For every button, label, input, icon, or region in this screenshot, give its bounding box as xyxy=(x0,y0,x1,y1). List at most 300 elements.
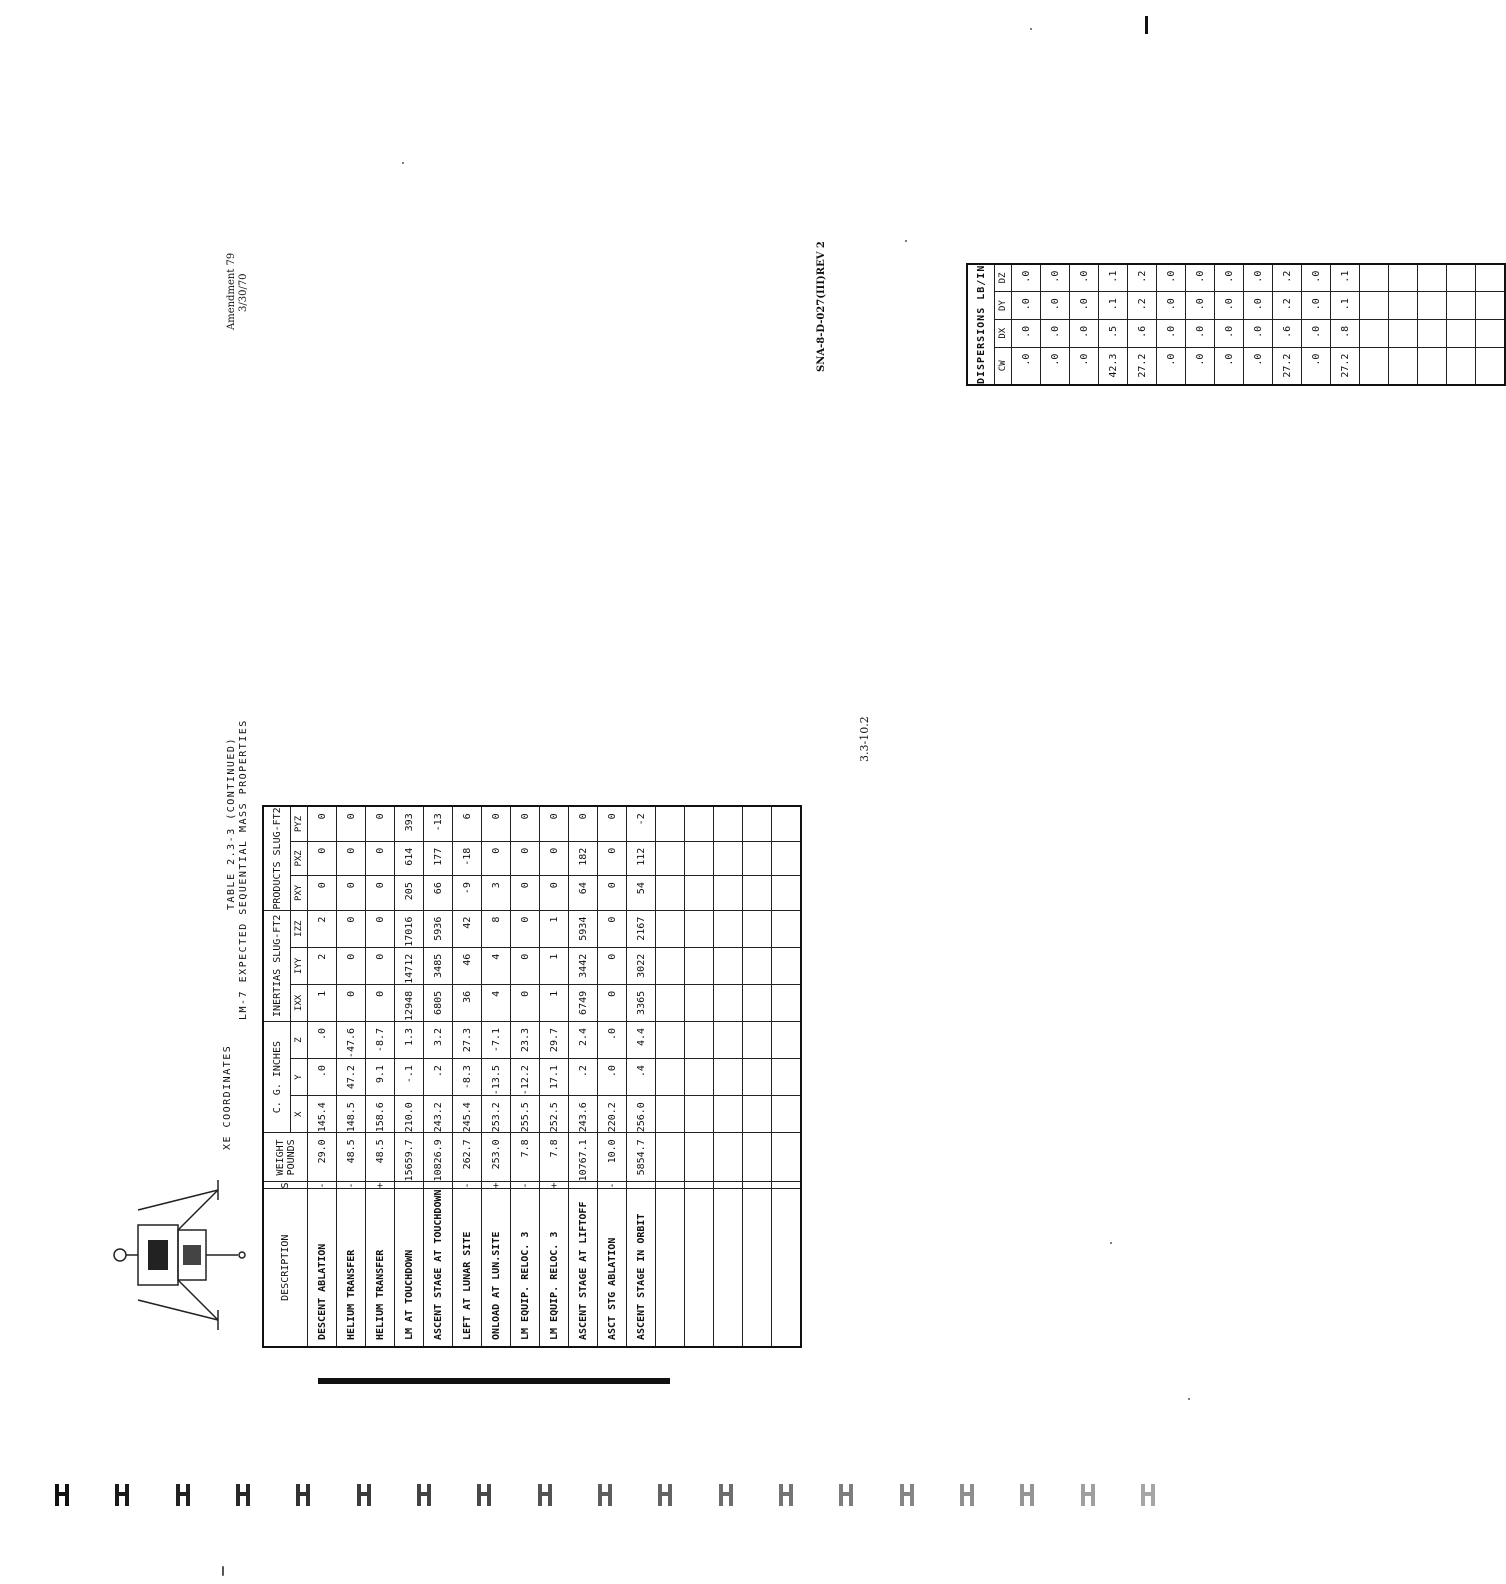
row-iyy: 3485 xyxy=(424,947,453,984)
row-pxy: 3 xyxy=(482,876,511,910)
row-z: .0 xyxy=(598,1021,627,1058)
empty-row xyxy=(1360,264,1389,385)
row-ixx: 0 xyxy=(366,984,395,1021)
empty-cell xyxy=(714,1021,743,1058)
row-pyz: 0 xyxy=(511,806,540,841)
row-sign: - xyxy=(337,1182,366,1189)
row-pxy: 0 xyxy=(540,876,569,910)
empty-cell xyxy=(772,1059,802,1096)
empty-cell xyxy=(772,876,802,910)
table-row xyxy=(395,806,424,1347)
empty-cell xyxy=(743,1189,772,1347)
empty-cell xyxy=(656,1021,685,1058)
empty-cell xyxy=(656,1133,685,1182)
row-dx: .0 xyxy=(1215,319,1244,347)
row-z: 23.3 xyxy=(511,1021,540,1058)
row-pxz: 0 xyxy=(511,841,540,875)
row-iyy: 0 xyxy=(598,947,627,984)
row-x: 210.0 xyxy=(395,1096,424,1133)
table-row xyxy=(1273,264,1302,385)
row-dx: .5 xyxy=(1099,319,1128,347)
empty-cell xyxy=(772,910,802,947)
row-cw: 27.2 xyxy=(1128,347,1157,385)
empty-cell xyxy=(714,947,743,984)
row-dy: .0 xyxy=(1070,292,1099,320)
table-row xyxy=(424,806,453,1347)
row-dz: .0 xyxy=(1070,264,1099,292)
row-dx: .0 xyxy=(1157,319,1186,347)
empty-cell xyxy=(772,947,802,984)
subheader-izz: IZZ xyxy=(291,910,308,947)
speck xyxy=(905,240,907,242)
table-row xyxy=(627,806,656,1347)
empty-cell xyxy=(743,1059,772,1096)
row-sign xyxy=(569,1182,598,1189)
row-x: 255.5 xyxy=(511,1096,540,1133)
row-x: 243.6 xyxy=(569,1096,598,1133)
row-description: DESCENT ABLATION xyxy=(308,1189,337,1347)
row-cw: .0 xyxy=(1186,347,1215,385)
row-pyz: -13 xyxy=(424,806,453,841)
row-weight: 262.7 xyxy=(453,1133,482,1182)
row-pxz: -18 xyxy=(453,841,482,875)
row-pyz: 0 xyxy=(540,806,569,841)
header-description: DESCRIPTION xyxy=(263,1189,308,1347)
row-pxz: 0 xyxy=(482,841,511,875)
row-dx: .0 xyxy=(1186,319,1215,347)
empty-cell xyxy=(743,1182,772,1189)
empty-cell xyxy=(743,984,772,1021)
row-dz: .0 xyxy=(1012,264,1041,292)
empty-cell xyxy=(685,947,714,984)
row-dy: .2 xyxy=(1128,292,1157,320)
film-mark xyxy=(719,1484,733,1506)
row-izz: 0 xyxy=(598,910,627,947)
mass-properties-table xyxy=(262,805,802,1348)
speck xyxy=(222,1566,224,1576)
subheader-pyz: PYZ xyxy=(291,806,308,841)
row-weight: 10.0 xyxy=(598,1133,627,1182)
empty-cell xyxy=(685,806,714,841)
row-pxy: -9 xyxy=(453,876,482,910)
row-dx: .0 xyxy=(1244,319,1273,347)
empty-cell xyxy=(656,1096,685,1133)
row-cw: .0 xyxy=(1302,347,1331,385)
row-pyz: 0 xyxy=(337,806,366,841)
table-row xyxy=(1157,264,1186,385)
row-pxy: 0 xyxy=(337,876,366,910)
row-description: ASCENT STAGE AT LIFTOFF xyxy=(569,1189,598,1347)
row-dx: .0 xyxy=(1012,319,1041,347)
row-ixx: 3365 xyxy=(627,984,656,1021)
table-row xyxy=(337,806,366,1347)
row-weight: 29.0 xyxy=(308,1133,337,1182)
row-pxy: 0 xyxy=(308,876,337,910)
empty-cell xyxy=(1476,292,1506,320)
subheader-ixx: IXX xyxy=(291,984,308,1021)
row-weight: 7.8 xyxy=(540,1133,569,1182)
row-izz: 0 xyxy=(366,910,395,947)
row-dz: .0 xyxy=(1302,264,1331,292)
empty-cell xyxy=(772,806,802,841)
row-dx: .0 xyxy=(1041,319,1070,347)
empty-cell xyxy=(1418,264,1447,292)
empty-cell xyxy=(1447,347,1476,385)
empty-cell xyxy=(714,1096,743,1133)
row-dx: .0 xyxy=(1302,319,1331,347)
table-row xyxy=(1186,264,1215,385)
film-mark xyxy=(658,1484,672,1506)
row-dx: .0 xyxy=(1070,319,1099,347)
row-weight: 48.5 xyxy=(337,1133,366,1182)
header-dispersions: DISPERSIONS LB/IN xyxy=(967,264,995,385)
row-z: -47.6 xyxy=(337,1021,366,1058)
row-description: ASCENT STAGE AT TOUCHDOWN xyxy=(424,1189,453,1347)
empty-row xyxy=(1418,264,1447,385)
row-ixx: 36 xyxy=(453,984,482,1021)
table-row xyxy=(308,806,337,1347)
film-mark xyxy=(236,1484,250,1506)
row-dy: .2 xyxy=(1273,292,1302,320)
row-dz: .2 xyxy=(1128,264,1157,292)
row-x: 158.6 xyxy=(366,1096,395,1133)
row-dz: .0 xyxy=(1041,264,1070,292)
row-sign: - xyxy=(308,1182,337,1189)
film-mark xyxy=(296,1484,310,1506)
empty-cell xyxy=(656,1059,685,1096)
empty-cell xyxy=(772,841,802,875)
row-pxy: 205 xyxy=(395,876,424,910)
table-row xyxy=(1215,264,1244,385)
row-x: 245.4 xyxy=(453,1096,482,1133)
row-dy: .0 xyxy=(1157,292,1186,320)
row-y: 47.2 xyxy=(337,1059,366,1096)
empty-cell xyxy=(685,841,714,875)
empty-cell xyxy=(1360,292,1389,320)
row-iyy: 2 xyxy=(308,947,337,984)
empty-cell xyxy=(743,910,772,947)
film-mark xyxy=(1020,1484,1034,1506)
speck xyxy=(1110,1242,1112,1244)
row-description: LEFT AT LUNAR SITE xyxy=(453,1189,482,1347)
row-pxy: 66 xyxy=(424,876,453,910)
table-row xyxy=(540,806,569,1347)
row-iyy: 0 xyxy=(337,947,366,984)
film-mark xyxy=(115,1484,129,1506)
row-iyy: 3022 xyxy=(627,947,656,984)
subheader-x: X xyxy=(291,1096,308,1133)
row-description: ASCENT STAGE IN ORBIT xyxy=(627,1189,656,1347)
row-z: 2.4 xyxy=(569,1021,598,1058)
empty-cell xyxy=(685,1189,714,1347)
row-izz: 0 xyxy=(511,910,540,947)
row-pxy: 0 xyxy=(598,876,627,910)
speck xyxy=(1188,1398,1190,1400)
row-iyy: 3442 xyxy=(569,947,598,984)
row-pxz: 614 xyxy=(395,841,424,875)
row-ixx: 1 xyxy=(540,984,569,1021)
empty-cell xyxy=(1418,319,1447,347)
empty-row xyxy=(714,806,743,1347)
table-title: TABLE 2.3-3 (CONTINUED) xyxy=(226,737,237,910)
empty-cell xyxy=(714,1182,743,1189)
row-dz: .0 xyxy=(1157,264,1186,292)
row-dx: .8 xyxy=(1331,319,1360,347)
row-pxz: 112 xyxy=(627,841,656,875)
row-sign xyxy=(627,1182,656,1189)
row-izz: 8 xyxy=(482,910,511,947)
subheader-iyy: IYY xyxy=(291,947,308,984)
row-ixx: 6805 xyxy=(424,984,453,1021)
empty-cell xyxy=(656,984,685,1021)
empty-cell xyxy=(743,1021,772,1058)
empty-cell xyxy=(714,910,743,947)
document-id: SNA-8-D-027(III)REV 2 xyxy=(816,241,827,372)
lunar-module-drawing xyxy=(108,1170,248,1340)
subheader-pxy: PXY xyxy=(291,876,308,910)
empty-cell xyxy=(1476,264,1506,292)
table-row xyxy=(1302,264,1331,385)
header-cg: C. G. INCHES xyxy=(263,1021,291,1132)
subheader-pxz: PXZ xyxy=(291,841,308,875)
empty-cell xyxy=(772,1021,802,1058)
row-pxy: 0 xyxy=(366,876,395,910)
row-dz: .1 xyxy=(1331,264,1360,292)
row-dy: .0 xyxy=(1186,292,1215,320)
empty-cell xyxy=(1447,264,1476,292)
row-pxz: 0 xyxy=(308,841,337,875)
row-y: -12.2 xyxy=(511,1059,540,1096)
film-mark xyxy=(1081,1484,1095,1506)
row-dy: .0 xyxy=(1041,292,1070,320)
empty-cell xyxy=(1447,292,1476,320)
row-cw: .0 xyxy=(1157,347,1186,385)
row-iyy: 14712 xyxy=(395,947,424,984)
row-pyz: 0 xyxy=(482,806,511,841)
empty-cell xyxy=(685,984,714,1021)
row-ixx: 0 xyxy=(511,984,540,1021)
empty-cell xyxy=(714,1189,743,1347)
row-dx: .6 xyxy=(1128,319,1157,347)
empty-cell xyxy=(743,806,772,841)
empty-cell xyxy=(656,910,685,947)
row-z: 1.3 xyxy=(395,1021,424,1058)
divider-bar xyxy=(318,1378,670,1384)
row-izz: 5936 xyxy=(424,910,453,947)
row-dy: .0 xyxy=(1302,292,1331,320)
row-weight: 15659.7 xyxy=(395,1133,424,1182)
row-izz: 42 xyxy=(453,910,482,947)
film-mark xyxy=(1141,1484,1155,1506)
row-pxy: 64 xyxy=(569,876,598,910)
row-y: .2 xyxy=(424,1059,453,1096)
row-weight: 48.5 xyxy=(366,1133,395,1182)
header-sign: S xyxy=(263,1182,308,1189)
row-dz: .0 xyxy=(1215,264,1244,292)
row-cw: 42.3 xyxy=(1099,347,1128,385)
row-dy: .1 xyxy=(1331,292,1360,320)
row-iyy: 1 xyxy=(540,947,569,984)
row-z: -8.7 xyxy=(366,1021,395,1058)
row-dy: .0 xyxy=(1012,292,1041,320)
row-cw: .0 xyxy=(1070,347,1099,385)
empty-cell xyxy=(1447,319,1476,347)
row-cw: 27.2 xyxy=(1273,347,1302,385)
row-cw: .0 xyxy=(1215,347,1244,385)
film-mark xyxy=(960,1484,974,1506)
row-iyy: 0 xyxy=(366,947,395,984)
film-mark xyxy=(357,1484,371,1506)
row-pxz: 0 xyxy=(337,841,366,875)
corner-tick xyxy=(1145,16,1148,34)
empty-cell xyxy=(1418,347,1447,385)
table-row xyxy=(598,806,627,1347)
table-row xyxy=(569,806,598,1347)
row-sign xyxy=(424,1182,453,1189)
row-ixx: 6749 xyxy=(569,984,598,1021)
row-weight: 5854.7 xyxy=(627,1133,656,1182)
empty-cell xyxy=(656,1189,685,1347)
row-description: HELIUM TRANSFER xyxy=(337,1189,366,1347)
header-weight: WEIGHT POUNDS xyxy=(263,1133,308,1182)
row-ixx: 0 xyxy=(598,984,627,1021)
row-dy: .0 xyxy=(1215,292,1244,320)
subheader-cw: CW xyxy=(995,347,1012,385)
speck xyxy=(402,162,404,164)
row-z: .0 xyxy=(308,1021,337,1058)
empty-cell xyxy=(743,841,772,875)
subheader-dx: DX xyxy=(995,319,1012,347)
row-iyy: 0 xyxy=(511,947,540,984)
empty-cell xyxy=(772,1189,802,1347)
row-y: -13.5 xyxy=(482,1059,511,1096)
row-iyy: 46 xyxy=(453,947,482,984)
empty-cell xyxy=(772,1133,802,1182)
row-description: HELIUM TRANSFER xyxy=(366,1189,395,1347)
row-dz: .1 xyxy=(1099,264,1128,292)
row-izz: 5934 xyxy=(569,910,598,947)
row-pxz: 182 xyxy=(569,841,598,875)
row-cw: .0 xyxy=(1012,347,1041,385)
film-mark xyxy=(779,1484,793,1506)
empty-cell xyxy=(685,910,714,947)
row-description: ASCT STG ABLATION xyxy=(598,1189,627,1347)
row-x: 253.2 xyxy=(482,1096,511,1133)
row-y: 9.1 xyxy=(366,1059,395,1096)
row-pyz: -2 xyxy=(627,806,656,841)
empty-cell xyxy=(714,806,743,841)
row-pyz: 393 xyxy=(395,806,424,841)
film-mark xyxy=(55,1484,69,1506)
film-mark xyxy=(176,1484,190,1506)
row-pyz: 0 xyxy=(569,806,598,841)
row-x: 252.5 xyxy=(540,1096,569,1133)
empty-cell xyxy=(772,1096,802,1133)
row-z: 27.3 xyxy=(453,1021,482,1058)
coordinates-label: XE COORDINATES xyxy=(222,1044,233,1150)
film-mark xyxy=(477,1484,491,1506)
empty-cell xyxy=(1476,319,1506,347)
row-ixx: 0 xyxy=(337,984,366,1021)
empty-row xyxy=(743,806,772,1347)
row-pyz: 6 xyxy=(453,806,482,841)
dispersions-table xyxy=(966,263,1506,386)
row-pxz: 0 xyxy=(540,841,569,875)
table-row xyxy=(511,806,540,1347)
empty-row xyxy=(656,806,685,1347)
row-z: 3.2 xyxy=(424,1021,453,1058)
row-dz: .0 xyxy=(1244,264,1273,292)
row-description: LM EQUIP. RELOC. 3 xyxy=(511,1189,540,1347)
row-y: .0 xyxy=(598,1059,627,1096)
empty-cell xyxy=(685,876,714,910)
empty-cell xyxy=(772,1182,802,1189)
row-z: 4.4 xyxy=(627,1021,656,1058)
row-y: .4 xyxy=(627,1059,656,1096)
row-y: -8.3 xyxy=(453,1059,482,1096)
row-pxz: 0 xyxy=(598,841,627,875)
empty-cell xyxy=(685,1182,714,1189)
row-cw: .0 xyxy=(1244,347,1273,385)
empty-cell xyxy=(1360,264,1389,292)
empty-cell xyxy=(656,841,685,875)
row-description: LM EQUIP. RELOC. 3 xyxy=(540,1189,569,1347)
empty-cell xyxy=(656,806,685,841)
empty-cell xyxy=(1476,347,1506,385)
row-izz: 1 xyxy=(540,910,569,947)
row-y: -.1 xyxy=(395,1059,424,1096)
row-pxy: 54 xyxy=(627,876,656,910)
row-x: 145.4 xyxy=(308,1096,337,1133)
speck xyxy=(1030,28,1032,30)
empty-cell xyxy=(743,1133,772,1182)
empty-cell xyxy=(685,1021,714,1058)
film-mark xyxy=(598,1484,612,1506)
row-dy: .0 xyxy=(1244,292,1273,320)
row-pxy: 0 xyxy=(511,876,540,910)
film-mark xyxy=(538,1484,552,1506)
film-mark xyxy=(900,1484,914,1506)
row-izz: 0 xyxy=(337,910,366,947)
table-row xyxy=(366,806,395,1347)
empty-cell xyxy=(743,947,772,984)
row-izz: 2 xyxy=(308,910,337,947)
row-sign xyxy=(395,1182,424,1189)
row-y: .2 xyxy=(569,1059,598,1096)
row-pyz: 0 xyxy=(308,806,337,841)
row-cw: 27.2 xyxy=(1331,347,1360,385)
empty-cell xyxy=(656,947,685,984)
amendment-label: Amendment 79 xyxy=(226,252,237,330)
row-pyz: 0 xyxy=(366,806,395,841)
row-ixx: 4 xyxy=(482,984,511,1021)
row-izz: 2167 xyxy=(627,910,656,947)
film-mark xyxy=(417,1484,431,1506)
row-sign: + xyxy=(540,1182,569,1189)
row-dx: .6 xyxy=(1273,319,1302,347)
table-row xyxy=(1331,264,1360,385)
row-ixx: 1 xyxy=(308,984,337,1021)
empty-cell xyxy=(714,1059,743,1096)
row-x: 243.2 xyxy=(424,1096,453,1133)
empty-row xyxy=(772,806,802,1347)
page-number: 3.3-10.2 xyxy=(858,716,871,762)
row-sign: - xyxy=(511,1182,540,1189)
table-row xyxy=(1099,264,1128,385)
table-row xyxy=(453,806,482,1347)
header-products: PRODUCTS SLUG-FT2 xyxy=(263,806,291,910)
empty-cell xyxy=(685,1096,714,1133)
